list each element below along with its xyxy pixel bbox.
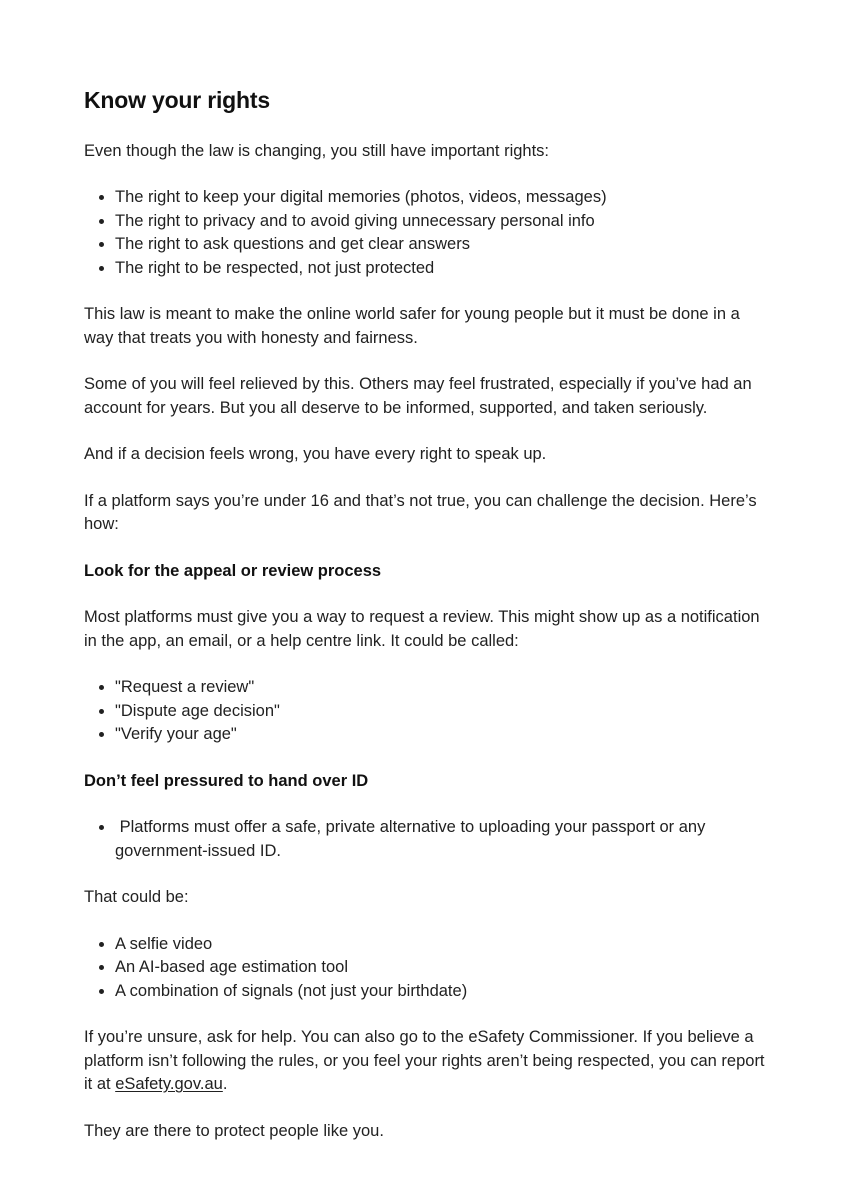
list-item: • "Request a review" <box>115 676 765 700</box>
list-item: • A selfie video <box>115 933 765 957</box>
paragraph-feelings: Some of you will feel relieved by this. Others may feel frustrated, especially if you’ve had an account for years. But you all deserve to be informed, supported, and taken seriously. <box>84 375 752 417</box>
intro-paragraph: Even though the law is changing, you still have important rights: <box>84 141 550 160</box>
paragraph-text: If you’re unsure, ask for help. You can also go to the eSafety Commissioner. If you believe a platform isn’t following the rules, or you feel your rights aren’t being respected, you can report it at <box>84 1028 765 1094</box>
paragraph-law-meant: This law is meant to make the online world safer for young people but it must be done in a way that treats you with honesty and fairness. <box>84 305 740 347</box>
esafety-link[interactable]: eSafety.gov.au <box>115 1075 223 1094</box>
list-item: • Platforms must offer a safe, private alternative to uploading your passport or any government-issued ID. <box>115 816 765 863</box>
page-title: Know your rights <box>84 87 270 113</box>
review-options-list <box>84 676 765 747</box>
list-item: • The right to privacy and to avoid giving unnecessary personal info <box>115 210 765 234</box>
alternatives-list <box>84 933 765 1004</box>
list-item: • An AI-based age estimation tool <box>115 956 765 980</box>
paragraph-report <box>84 1026 765 1097</box>
list-item: • A combination of signals (not just your birthdate) <box>115 980 765 1004</box>
rights-list <box>84 186 765 280</box>
paragraph-text: . <box>222 1075 228 1094</box>
paragraph-review: Most platforms must give you a way to request a review. This might show up as a notification in the app, an email, or a help centre link. It could be called: <box>84 608 760 650</box>
list-item: • The right to keep your digital memories (photos, videos, messages) <box>115 186 765 210</box>
paragraph-challenge: If a platform says you’re under 16 and that’s not true, you can challenge the decision. Here’s how: <box>84 491 757 534</box>
list-item: • "Dispute age decision" <box>115 700 765 724</box>
paragraph-speak-up: And if a decision feels wrong, you have every right to speak up. <box>84 445 547 464</box>
list-item: • "Verify your age" <box>115 723 765 747</box>
subhead-hand-over-id: Don’t feel pressured to hand over ID <box>84 771 369 790</box>
id-alternative-list <box>84 816 765 863</box>
paragraph-closing: They are there to protect people like you. <box>84 1121 384 1140</box>
list-item: • The right to ask questions and get clear answers <box>115 233 765 257</box>
paragraph-could-be: That could be: <box>84 888 189 907</box>
list-item: • The right to be respected, not just protected <box>115 257 765 281</box>
subhead-appeal-process: Look for the appeal or review process <box>84 561 382 580</box>
